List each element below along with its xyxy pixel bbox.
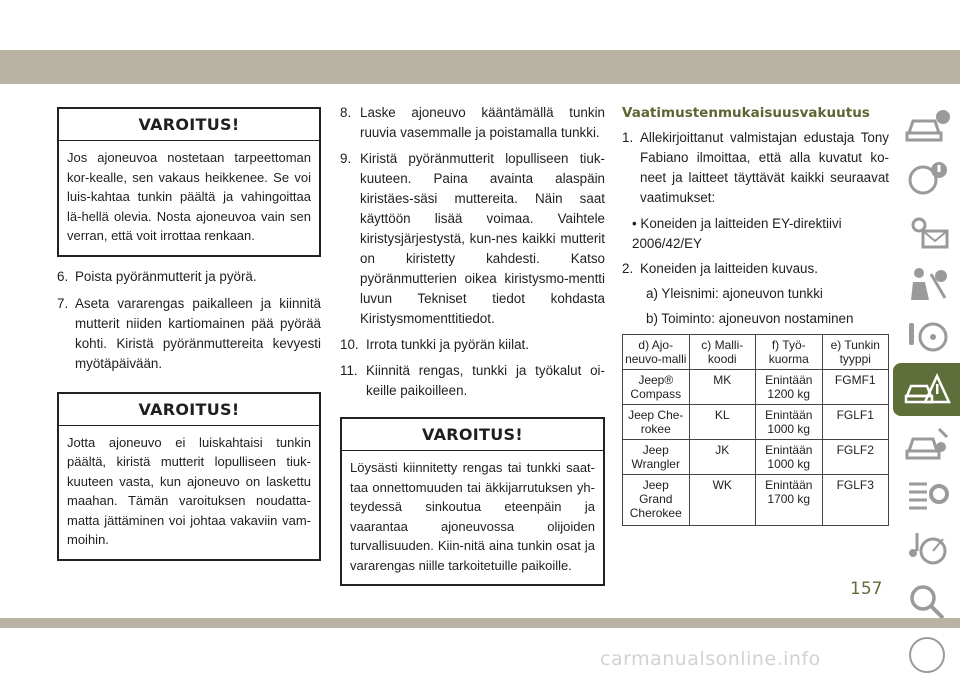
page-number: 157 <box>850 579 883 599</box>
step-number: 10. <box>340 337 359 352</box>
table-cell: WK <box>689 475 756 526</box>
step-10 <box>340 335 605 355</box>
item-number: 2. <box>622 261 634 276</box>
table-row <box>623 405 889 440</box>
table-cell: KL <box>689 405 756 440</box>
sun-envelope-icon <box>903 211 951 251</box>
step-text: Aseta vararengas paikalleen ja kiinnitä mutterit niiden kartiomainen pää pyörää kohti. Kiristä pyöränmuttereita kevyesti myötäpäivään. <box>75 295 321 371</box>
tab-in-case-of-emergency[interactable] <box>893 363 960 416</box>
table-cell: Enintään 1000 kg <box>756 405 823 440</box>
warning-box <box>340 417 605 586</box>
jack-spec-table <box>622 334 889 526</box>
table-row <box>623 475 889 526</box>
table-row <box>623 440 889 475</box>
step-text: Kiristä pyöränmutterit lopulliseen tiuk-kuuteen. Paina avainta alaspäin kiristäes-säsi muttereita. Näin saat käyttöön lisää voimaa. Vaihtele kiristysjärjestystä, kun-nes kaikki mutterit on kiristetty kahdesti. Katso pyöränmutterien oikea kiristysmo-mentti luvun Tekniset tiedot kohdasta Kiristysmomenttitiedot. <box>360 151 605 326</box>
table-cell: Enintään 1000 kg <box>756 440 823 475</box>
step-6 <box>57 267 321 287</box>
item-number: 1. <box>622 130 634 145</box>
step-number: 11. <box>340 363 358 378</box>
table-cell: Jeep Grand Cherokee <box>623 475 690 526</box>
item-text: Koneiden ja laitteiden kuvaus. <box>640 261 818 276</box>
step-9 <box>340 149 605 329</box>
tab-vehicle-info[interactable] <box>893 98 960 151</box>
table-cell: FGLF3 <box>822 475 889 526</box>
table-cell: JK <box>689 440 756 475</box>
warning-lights-icon <box>903 158 951 198</box>
warning-text: Löysästi kiinnitetty rengas tai tunkki saat-taa onnettomuuden tai äkkijarrutuksen yh-teydessä sinkoutua eteenpäin ja vaarantaa ajoneuvossa olijoiden turvallisuuden. Kiin-nitä aina tunkin osat ja vararengas niille tarkoitetuille paikoille. <box>350 460 595 573</box>
step-text: Kiinnitä rengas, tunkki ja työkalut oi-keille paikoilleen. <box>366 363 605 398</box>
declaration-item-2 <box>622 259 889 279</box>
table-cell: Enintään 1700 kg <box>756 475 823 526</box>
tab-technical-specifications[interactable] <box>893 469 960 522</box>
table-cell: FGMF1 <box>822 370 889 405</box>
warning-box <box>57 392 321 561</box>
music-navigation-icon <box>903 529 951 569</box>
tab-servicing[interactable] <box>893 416 960 469</box>
step-7 <box>57 294 321 374</box>
section-title: Vaatimustenmukaisuusvakuutus <box>622 105 870 121</box>
warning-title: VAROITUS! <box>59 394 319 426</box>
step-text: Laske ajoneuvo kääntämällä tunkin ruuvia vasemmalle ja poistamalla tunkki. <box>360 105 605 140</box>
table-header-row <box>623 335 889 370</box>
seatbelt-airbag-icon <box>903 264 951 304</box>
tab-starting-operating[interactable] <box>893 310 960 363</box>
specs-checklist-icon <box>903 476 951 516</box>
step-number: 6. <box>57 268 69 284</box>
right-column <box>622 103 889 526</box>
item-text: Allekirjoittanut valmistajan edustaja Tony Fabiano ilmoittaa, että alla kuvatut ko-neet ja laitteet täyttävät kaikki seuraavat vaatimukset: <box>640 130 889 205</box>
header-band <box>0 50 960 84</box>
step-11 <box>340 361 605 401</box>
search-icon <box>903 582 951 622</box>
column-header: d) Ajo-neuvo-malli <box>623 335 690 370</box>
warning-box <box>57 107 321 257</box>
table-row <box>623 370 889 405</box>
tab-multimedia[interactable] <box>893 522 960 575</box>
middle-column <box>340 103 605 586</box>
table-cell: Jeep Wrangler <box>623 440 690 475</box>
table-cell: MK <box>689 370 756 405</box>
warning-text: Jotta ajoneuvo ei luiskahtaisi tunkin päältä, kiristä mutterit lopulliseen tiuk-kuuteen vasta, kun ajoneuvo on laskettu maahan. Tämän varoituksen noudatta-matta jättäminen voi johtaa vakaviin vam-moihin. <box>67 434 311 547</box>
watermark: carmanualsonline.info <box>600 648 821 670</box>
step-number: 7. <box>57 295 69 311</box>
column-header: c) Malli-koodi <box>689 335 756 370</box>
warning-text: Jos ajoneuvoa nostetaan tarpeettoman kor-kealle, sen vakaus heikkenee. Se voi luis-kahtaa tunkin päältä ja vahingoittaa lä-hellä olevia. Nosta ajoneuvoa vain sen verran, että voit irrottaa renkaan. <box>67 150 311 243</box>
car-info-icon <box>903 105 951 145</box>
directive-bullet: • Koneiden ja laitteiden EY-direktiivi 2006/42/EY <box>632 216 842 251</box>
warning-title: VAROITUS! <box>59 109 319 141</box>
step-number: 8. <box>340 105 352 120</box>
table-cell: FGLF2 <box>822 440 889 475</box>
declaration-item-1 <box>622 128 889 208</box>
column-header: f) Työ-kuorma <box>756 335 823 370</box>
tab-warning-lights[interactable] <box>893 151 960 204</box>
sub-item-a: a) Yleisnimi: ajoneuvon tunkki <box>646 286 823 301</box>
table-cell: Jeep® Compass <box>623 370 690 405</box>
footer-band <box>0 618 960 628</box>
column-header: e) Tunkin tyyppi <box>822 335 889 370</box>
emergency-triangle-icon <box>903 370 951 410</box>
step-8 <box>340 103 605 143</box>
sub-item-b: b) Toiminto: ajoneuvon nostaminen <box>646 311 854 326</box>
table-cell: FGLF1 <box>822 405 889 440</box>
table-cell: Jeep Che-rokee <box>623 405 690 440</box>
step-text: Irrota tunkki ja pyörän kiilat. <box>366 337 529 352</box>
tab-getting-started[interactable] <box>893 204 960 257</box>
tab-alphabetical-index[interactable] <box>893 628 960 681</box>
left-column <box>57 107 321 561</box>
table-cell: Enintään 1200 kg <box>756 370 823 405</box>
step-number: 9. <box>340 151 352 166</box>
warning-title: VAROITUS! <box>342 419 603 451</box>
tab-safety[interactable] <box>893 257 960 310</box>
step-text: Poista pyöränmutterit ja pyörä. <box>75 268 257 284</box>
key-steering-wheel-icon <box>903 317 951 357</box>
car-service-icon <box>903 423 951 463</box>
alphabet-index-icon <box>903 635 951 675</box>
